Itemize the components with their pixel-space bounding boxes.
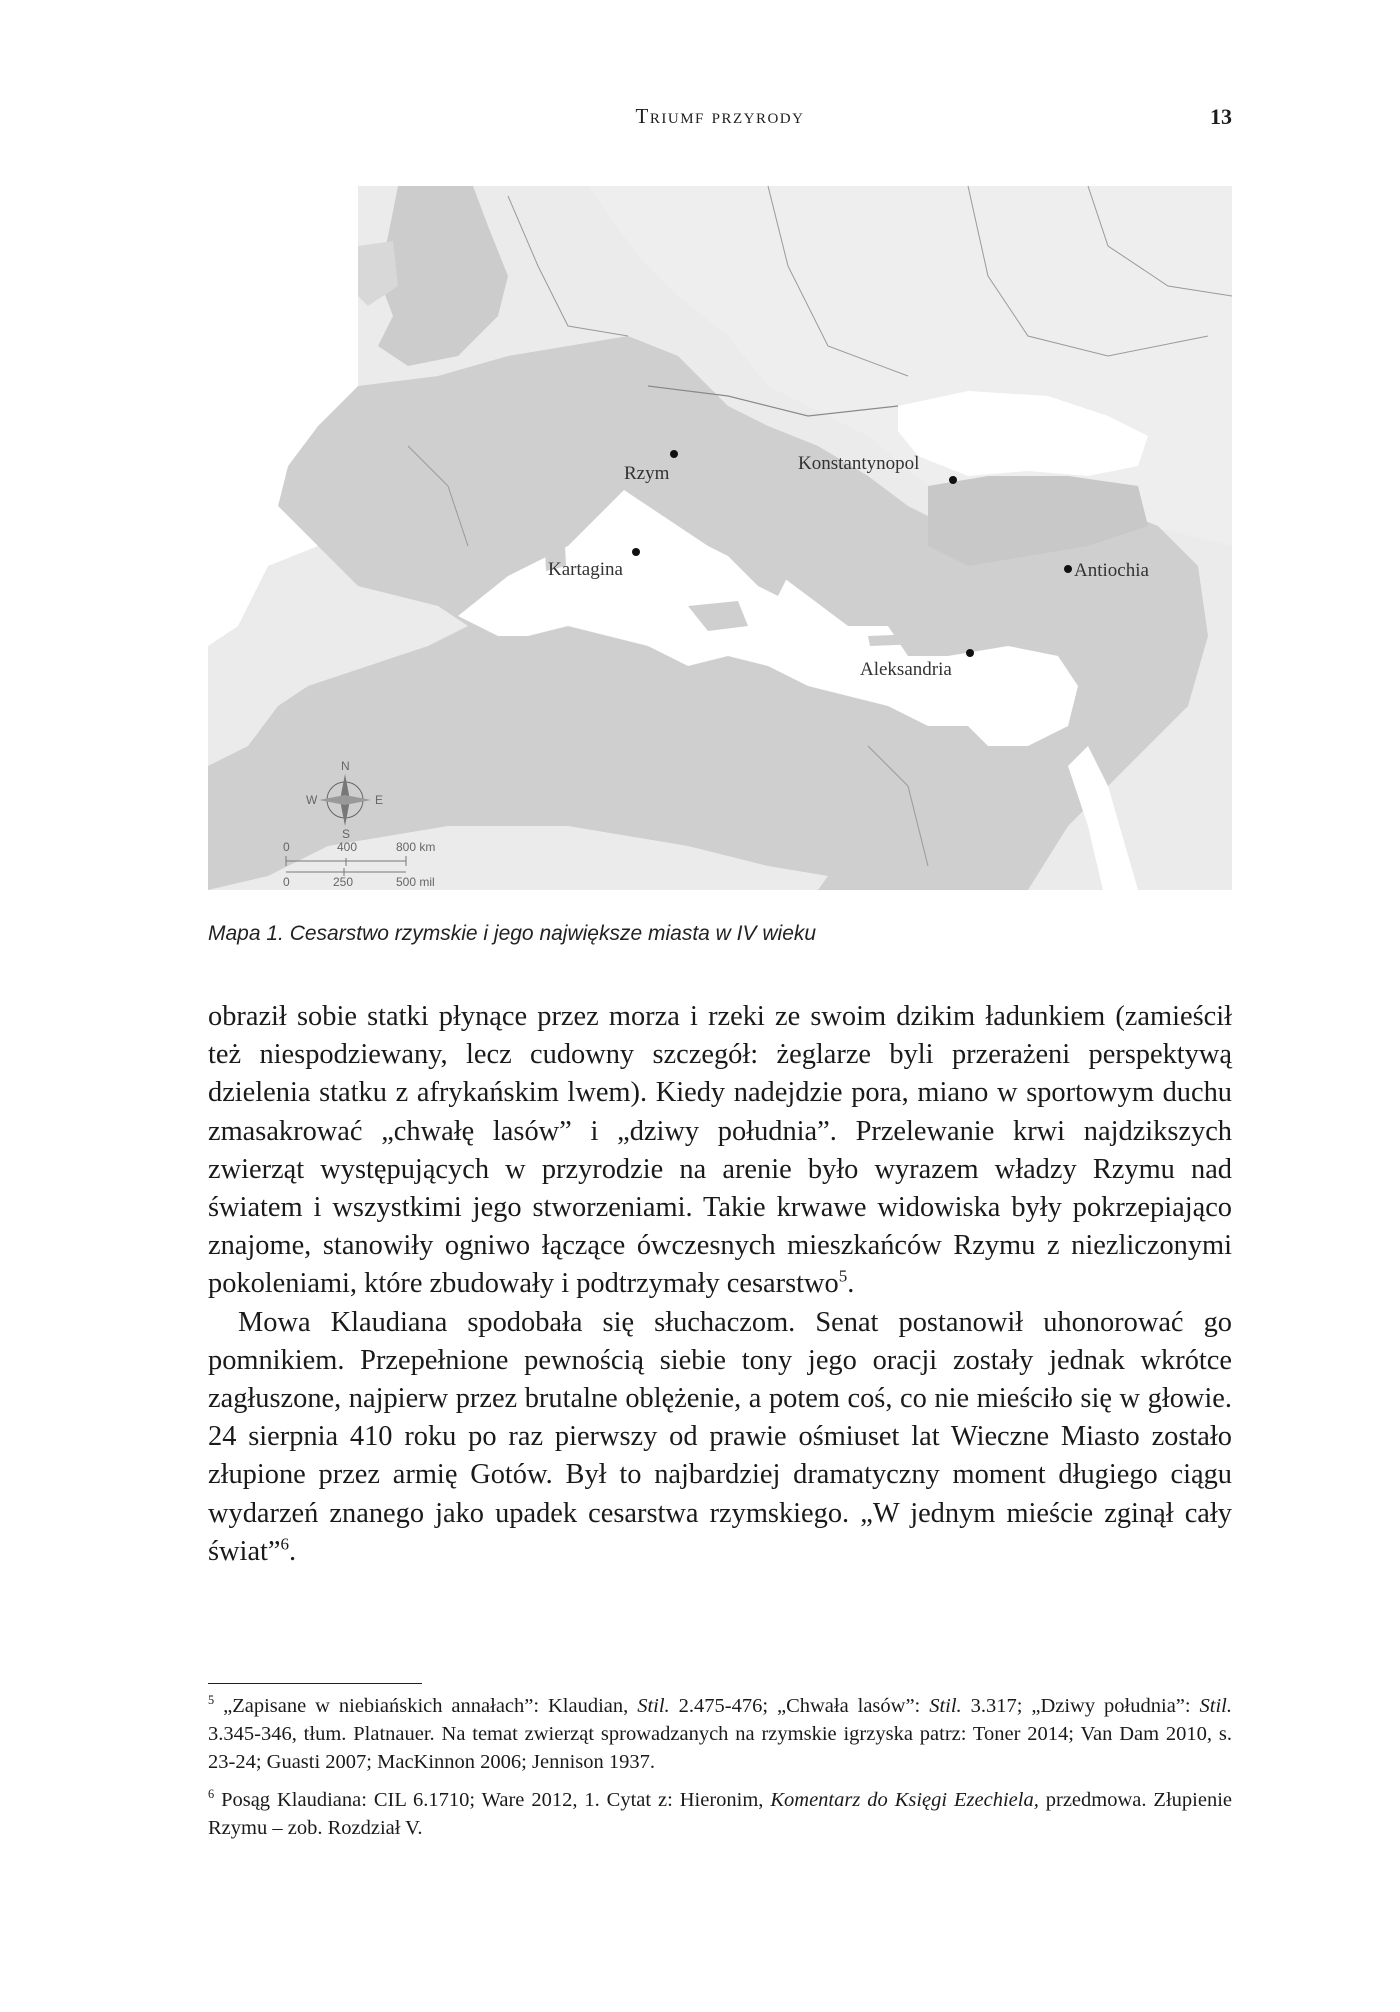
running-title: Triumf przyrody — [635, 104, 805, 128]
footnote-ref-5[interactable]: 5 — [838, 1266, 848, 1286]
city-label-rzym: Rzym — [624, 463, 670, 484]
svg-text:N: N — [341, 759, 350, 773]
footnote-divider — [208, 1683, 422, 1684]
paragraph-1: obraził sobie statki płynące przez morza i rzeki ze swoim dzikim ładunkiem (zamieścił też niespodziewany, lecz cudowny szczegół: żeglarze byli przerażeni perspektywą dzielenia statku z afrykańskim lwem). Kiedy nadejdzie pora, miano w sportowym duchu zmasakrować „chwałę lasów” i „dziwy południa”. Przelewanie krwi najdzikszych zwierząt występujących w przyrodzie na arenie było wyrazem władzy Rzymu nad światem i wszystkimi jego stworzeniami. Takie krwawe widowiska były pokrzepiająco znajome, stanowiły ogniwo łączące ówczesnych mieszkańców Rzymu z niezliczonymi pokoleniami, które zbudowały i podtrzymały cesarstwo$^5$. — [208, 1001, 1232, 1300]
map-caption: Mapa 1. Cesarstwo rzymskie i jego największe miasta w IV wieku — [208, 922, 817, 945]
svg-text:800 km: 800 km — [396, 840, 436, 854]
svg-text:0: 0 — [283, 875, 290, 889]
city-label-antiochia: Antiochia — [1074, 560, 1149, 581]
city-label-kartagina: Kartagina — [548, 559, 623, 580]
svg-text:250: 250 — [333, 875, 354, 889]
svg-text:0: 0 — [283, 840, 290, 854]
rzym-marker — [670, 450, 678, 458]
paragraph-2: Mowa Klaudiana spodobała się słuchaczom. Senat postanowił uhonorować go pomnikiem. Przepełnione pewnością siebie tony jego oracji zostały jednak wkrótce zagłuszone, najpierw przez brutalne oblężenie, a potem coś, co nie mieściło się w głowie. 24 sierpnia 410 roku po raz pierwszy od prawie ośmiuset lat Wieczne Miasto zostało złupione przez armię Gotów. Był to najbardziej dramatyczny moment długiego ciągu wydarzeń znanego jako upadek cesarstwa rzymskiego. „W jednym mieście zginął cały świat”$^6$. — [208, 1306, 1232, 1567]
footnote-5: $^5$ „Zapisane w niebiańskich annałach”: Klaudian, Stil. 2.475-476; „Chwała lasów”: Stil. 3.317; „Dziwy południa”: Stil. 3.345-346, tłum. Platnauer. Na temat zwierząt sprowadzanych na rzymskie igrzyska patrz: Toner 2014; Van Dam 2010, s. 23-24; Guasti 2007; MacKinnon 2006; Jennison 1937. — [208, 1693, 1232, 1773]
svg-text:500 mil: 500 mil — [396, 875, 435, 889]
city-label-konstantynopol: Konstantynopol — [798, 453, 920, 474]
footnotes — [208, 1692, 1232, 1852]
aleksandria-marker — [966, 649, 974, 657]
page-number: 13 — [1210, 104, 1232, 129]
kartagina-marker — [632, 548, 640, 556]
svg-text:E: E — [375, 793, 384, 807]
running-head — [208, 104, 1232, 134]
roman-empire-map — [208, 186, 1232, 890]
body-text — [208, 998, 1232, 1571]
svg-text:S: S — [342, 827, 351, 841]
antiochia-marker — [1064, 565, 1072, 573]
svg-text:400: 400 — [337, 840, 358, 854]
footnote-6: $^6$ Posąg Klaudiana: CIL 6.1710; Ware 2012, 1. Cytat z: Hieronim, Komentarz do Księgi Ezechiela, przedmowa. Złupienie Rzymu – zob. Rozdział V. — [208, 1787, 1232, 1839]
svg-text:W: W — [306, 793, 318, 807]
konstantynopol-marker — [949, 476, 957, 484]
city-label-aleksandria: Aleksandria — [860, 659, 952, 680]
footnote-ref-6[interactable]: 6 — [280, 1534, 290, 1554]
